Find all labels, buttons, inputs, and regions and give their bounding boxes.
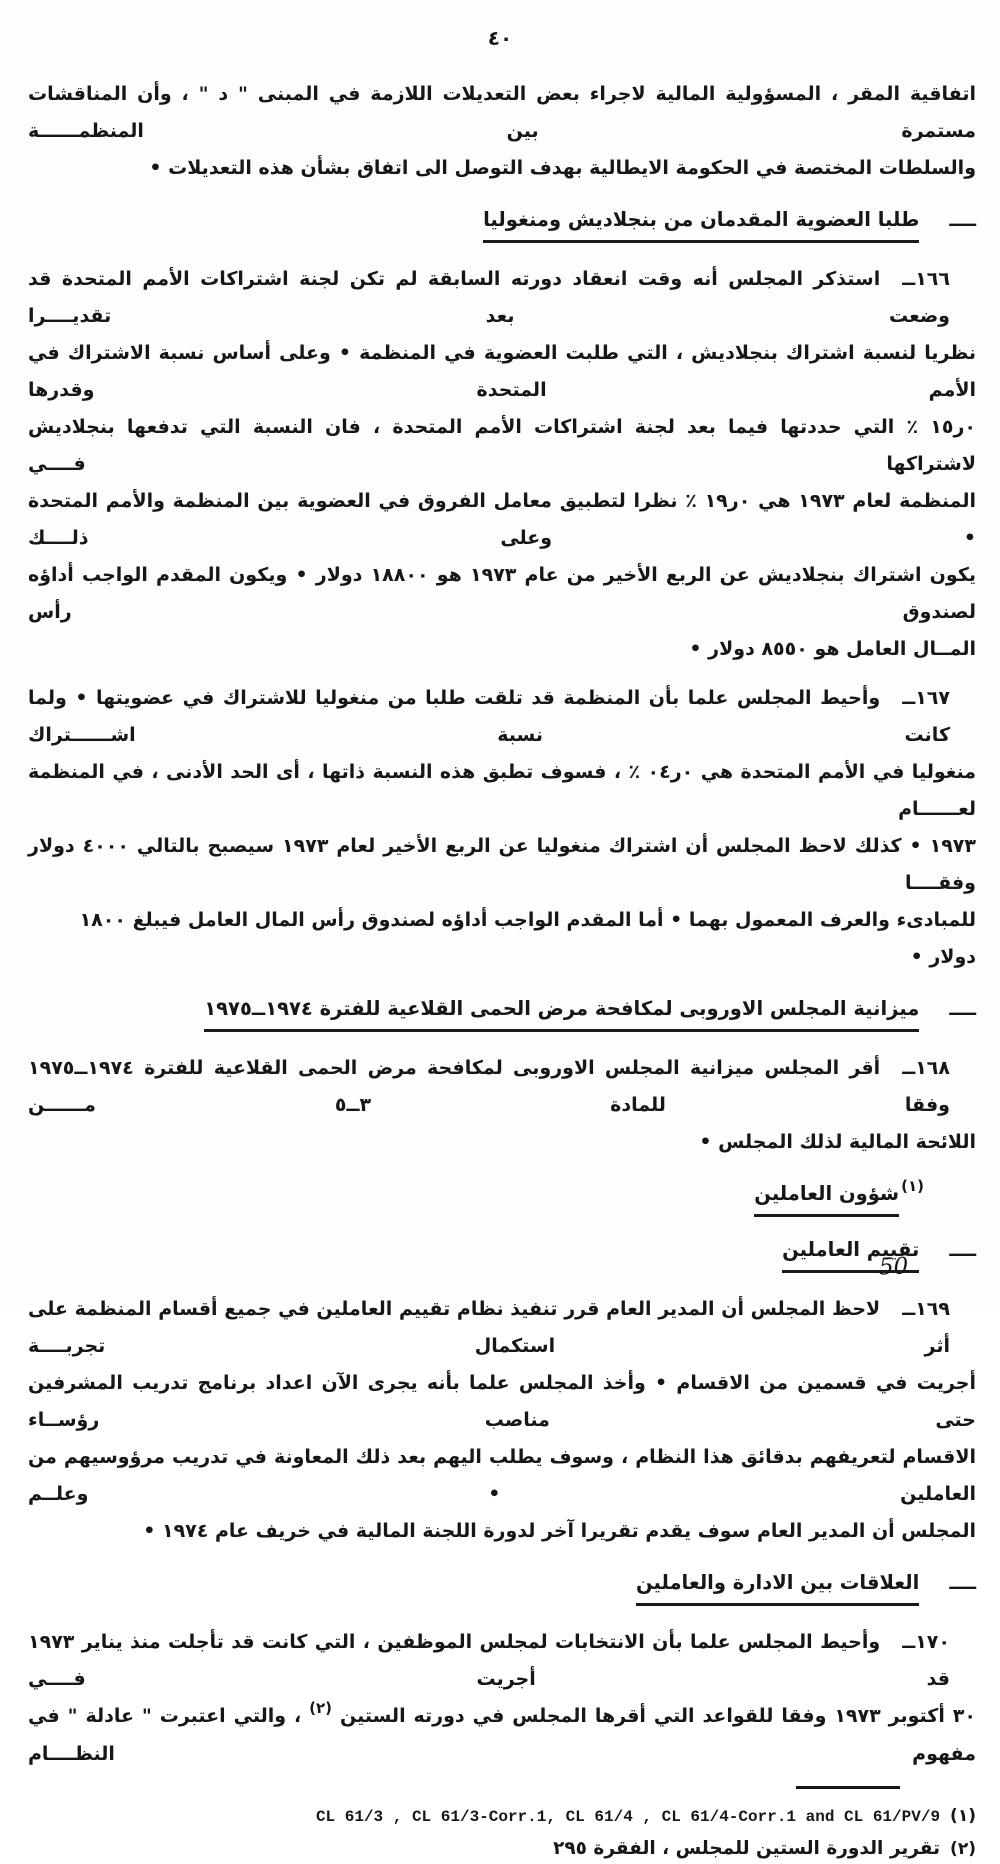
- paragraph-text: ، والتي اعتبرت " عادلة " في مفهوم النظــــام: [28, 1705, 976, 1765]
- intro-line-1: اتفاقية المقر ، المسؤولية المالية لاجراء بعض التعديلات اللازمة في المبنى " د " ، وأن المناقشات مستمرة بين المنظمــــــة: [28, 83, 976, 142]
- footnote-2: [56, 1834, 976, 1864]
- heading-dash: ــــ: [949, 1571, 976, 1594]
- paragraph-number: ١٦٧ــ: [902, 687, 950, 709]
- heading-membership-applications: [28, 205, 976, 243]
- heading-dash: ــــ: [949, 208, 976, 231]
- heading-staff-relations-label: العلاقات بين الادارة والعاملين: [636, 1568, 919, 1606]
- paragraph-text: لاحظ المجلس أن المدير العام قرر تنفيذ نظام تقييم العاملين في جميع أقسام المنظمة على أثر استكمال تجربــــة: [28, 1298, 950, 1357]
- paragraph-text: أقر المجلس ميزانية المجلس الاوروبى لمكافحة مرض الحمى القلاعية للفترة ١٩٧٤ــ١٩٧٥ وفقا للمادة ٣ــ٥ مــــــن: [28, 1057, 950, 1116]
- footnote-ref-2: (٢): [309, 1699, 333, 1717]
- page-number-top: ٤٠: [487, 26, 513, 50]
- footnote-separator: [796, 1786, 900, 1789]
- paragraph-line: [28, 1624, 950, 1698]
- heading-staff-appraisal: [28, 1235, 976, 1273]
- paragraph-line: المــال العامل هو ٨٥٥٠ دولار •: [689, 638, 976, 660]
- paragraph-text: وأحيط المجلس علما بأن المنظمة قد تلقت طلبا من منغوليا للاشتراك في عضويتها • ولما كانت نسبة اشــــــتراك: [28, 687, 950, 746]
- paragraph-169: [28, 1291, 976, 1550]
- heading-dash: ــــ: [949, 997, 976, 1020]
- paragraph-line: [28, 1050, 950, 1124]
- page-content: [0, 76, 1000, 1864]
- heading-staff-appraisal-label: تقييم العاملين: [782, 1235, 919, 1273]
- paragraph-line: منغوليا في الأمم المتحدة هي ٠ر٠٤ ٪ ، فسوف تطبق هذه النسبة ذاتها ، أى الحد الأدنى ، في المنظمة لعــــــام: [28, 761, 976, 820]
- paragraph-line: [28, 1698, 976, 1773]
- footnote-text: تقرير الدورة الستين للمجلس ، الفقرة ٢٩٥: [553, 1838, 941, 1859]
- heading-fmd-budget: [28, 994, 976, 1032]
- heading-management-staff-relations: [28, 1568, 976, 1606]
- paragraph-line: أجريت في قسمين من الاقسام • وأخذ المجلس علما بأنه يجرى الآن اعداد برنامج تدريب المشرفين حتى مناصب رؤســاء: [28, 1372, 976, 1431]
- paragraph-168: [28, 1050, 976, 1161]
- paragraph-line: ٠ر١٥ ٪ التي حددتها فيما بعد لجنة اشتراكات الأمم المتحدة ، فان النسبة التي تدفعها بنجلاديش لاشتراكها فــــي: [28, 416, 976, 475]
- heading-staff-matters: [28, 1179, 924, 1217]
- paragraph-line: المنظمة لعام ١٩٧٣ هي ٠ر١٩ ٪ نظرا لتطبيق معامل الفروق في العضوية بين المنظمة والأمم المتحدة • وعلى ذلــــك: [28, 490, 976, 549]
- paragraph-166: [28, 261, 976, 668]
- paragraph-line: [28, 1291, 950, 1365]
- paragraph-number: ١٦٦ــ: [902, 268, 950, 290]
- paragraph-line: [28, 261, 950, 335]
- heading-membership-label: طلبا العضوية المقدمان من بنجلاديش ومنغوليا: [483, 205, 919, 243]
- footnote-text: CL 61/3 , CL 61/3-Corr.1, CL 61/4 , CL 61/4-Corr.1 and CL 61/PV/9: [315, 1808, 941, 1826]
- paragraph-text: ٣٠ أكتوبر ١٩٧٣ وفقا للقواعد التي أقرها المجلس في دورته الستين: [339, 1705, 976, 1727]
- intro-paragraph: [28, 76, 976, 187]
- footnote-ref-1: (١): [901, 1177, 924, 1195]
- footnote-marker: (٢): [950, 1839, 976, 1859]
- paragraph-170: [28, 1624, 976, 1773]
- intro-line-2: والسلطات المختصة في الحكومة الايطالية بهدف التوصل الى اتفاق بشأن هذه التعديلات •: [149, 157, 976, 179]
- paragraph-line: اللائحة المالية لذلك المجلس •: [699, 1131, 976, 1153]
- footnote-marker: (١): [950, 1806, 976, 1826]
- heading-budget-label: ميزانية المجلس الاوروبى لمكافحة مرض الحمى القلاعية للفترة ١٩٧٤ــ١٩٧٥: [204, 994, 919, 1032]
- paragraph-line: المجلس أن المدير العام سوف يقدم تقريرا آخر لدورة اللجنة المالية في خريف عام ١٩٧٤ •: [143, 1520, 976, 1542]
- paragraph-line: للمبادىء والعرف المعمول بهما • أما المقدم الواجب أداؤه لصندوق رأس المال العامل فيبلغ ١٨٠٠ دولار •: [79, 909, 976, 968]
- paragraph-167: [28, 680, 976, 976]
- heading-dash: ــــ: [949, 1238, 976, 1261]
- paragraph-line: يكون اشتراك بنجلاديش عن الربع الأخير من عام ١٩٧٣ هو ١٨٨٠٠ دولار • ويكون المقدم الواجب أداؤه لصندوق رأس: [28, 564, 976, 623]
- heading-staff-matters-label: شؤون العاملين: [754, 1179, 899, 1217]
- paragraph-number: ١٦٨ــ: [902, 1057, 950, 1079]
- paragraph-line: [28, 680, 950, 754]
- paragraph-text: استذكر المجلس أنه وقت انعقاد دورته السابقة لم تكن لجنة اشتراكات الأمم المتحدة قد وضعت بعد تقديــــرا: [28, 268, 950, 327]
- paragraph-line: ١٩٧٣ • كذلك لاحظ المجلس أن اشتراك منغوليا عن الربع الأخير لعام ١٩٧٣ سيصبح بالتالي ٤٠٠٠ دولار وفقــــا: [28, 835, 976, 894]
- paragraph-number: ١٧٠ــ: [902, 1631, 950, 1653]
- paragraph-number: ١٦٩ــ: [902, 1298, 950, 1320]
- paragraph-line: الاقسام لتعريفهم بدقائق هذا النظام ، وسوف يطلب اليهم بعد ذلك المعاونة في تدريب مرؤوسيهم من العاملين • وعلــم: [28, 1446, 976, 1505]
- paragraph-line: نظريا لنسبة اشتراك بنجلاديش ، التي طلبت العضوية في المنظمة • وعلى أساس نسبة الاشتراك في الأمم المتحدة وقدرها: [28, 342, 976, 401]
- page-number-bottom-handwritten: 50: [878, 1253, 909, 1281]
- paragraph-text: وأحيط المجلس علما بأن الانتخابات لمجلس الموظفين ، التي كانت قد تأجلت منذ يناير ١٩٧٣ قد أجريت فــــي: [28, 1631, 950, 1690]
- footnote-1: [28, 1801, 976, 1832]
